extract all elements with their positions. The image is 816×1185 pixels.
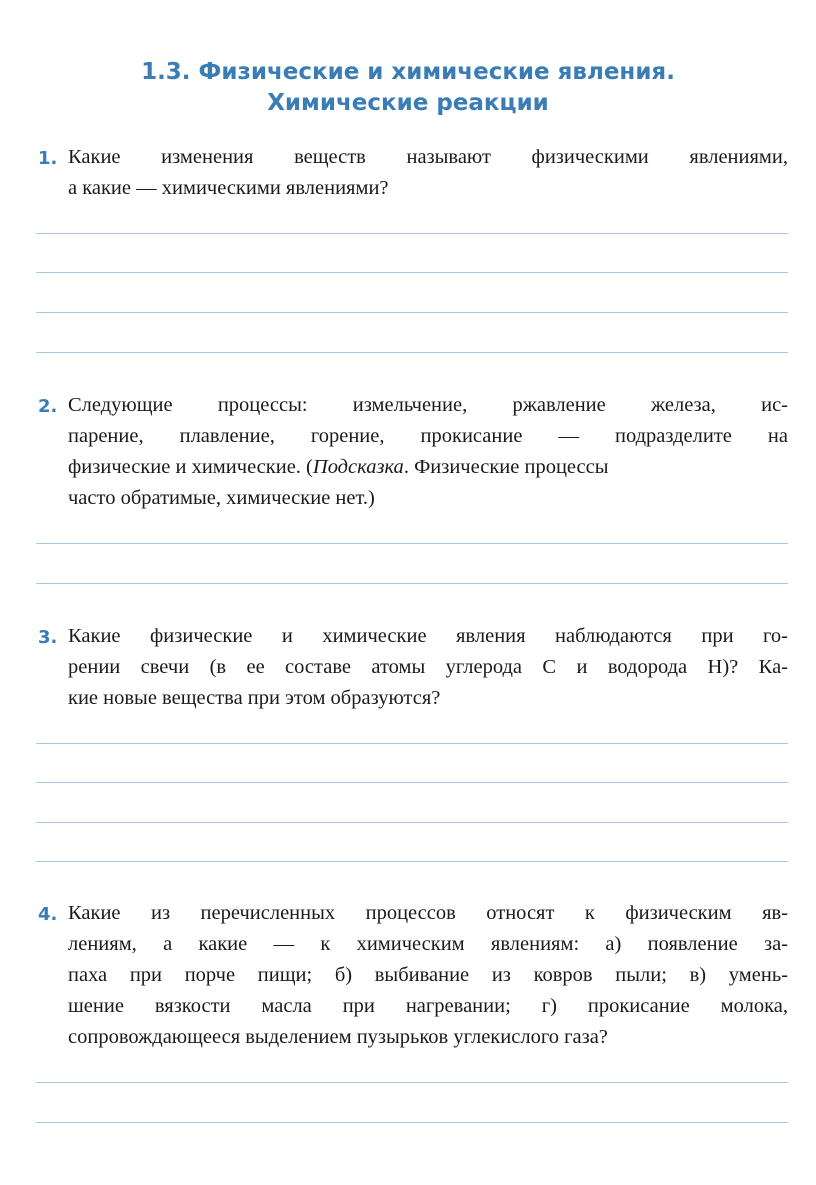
question-3-line-1: Какие физические и химические явления наблюдаются при го- [68,625,788,647]
answer-line[interactable] [36,743,788,744]
question-3-line-3: кие новые вещества при этом образуются? [68,687,441,709]
answer-line[interactable] [36,822,788,823]
answer-line[interactable] [36,352,788,353]
question-4-line-1: Какие из перечисленных процессов относят к физическим яв- [68,902,788,924]
question-2-line-2: парение, плавление, горение, прокисание — подразделите на [68,425,788,447]
question-2-line-3-end: . Физические процессы [403,456,609,478]
answer-line[interactable] [36,861,788,862]
answer-line[interactable] [36,1122,788,1123]
answer-line[interactable] [36,782,788,783]
question-3-number: 3. [38,627,58,648]
question-4-line-4: шение вязкости масла при нагревании; г) прокисание молока, [68,995,788,1017]
question-4-line-3: паха при порче пищи; б) выбивание из ковров пыли; в) умень- [68,964,788,986]
question-1-line-1: Какие изменения веществ называют физическими явлениями, [68,146,788,168]
answer-line[interactable] [36,543,788,544]
question-2-line-3-start: физические и химические. ( [68,456,313,478]
question-2-line-1: Следующие процессы: измельчение, ржавление железа, ис- [68,394,788,416]
answer-line[interactable] [36,1082,788,1083]
question-1-number: 1. [38,148,58,169]
answer-line[interactable] [36,583,788,584]
question-2-number: 2. [38,396,58,417]
question-2-line-3 [68,453,788,481]
section-title-line-2: Химические реакции [267,90,549,116]
question-4-number: 4. [38,904,58,925]
section-title-line-1: 1.3. Физические и химические явления. [141,59,675,85]
question-2-line-4: часто обратимые, химические нет.) [68,487,375,509]
answer-line[interactable] [36,233,788,234]
answer-line[interactable] [36,272,788,273]
question-1-line-2: а какие — химическими явлениями? [68,177,389,199]
answer-line[interactable] [36,312,788,313]
hint-label: Подсказка [312,456,404,478]
question-4-line-5: сопровождающееся выделением пузырьков углекислого газа? [68,1026,608,1048]
question-3-line-2: рении свечи (в ее составе атомы углерода С и водорода Н)? Ка- [68,656,788,678]
question-4-line-2: лениям, а какие — к химическим явлениям: а) появление за- [68,933,788,955]
